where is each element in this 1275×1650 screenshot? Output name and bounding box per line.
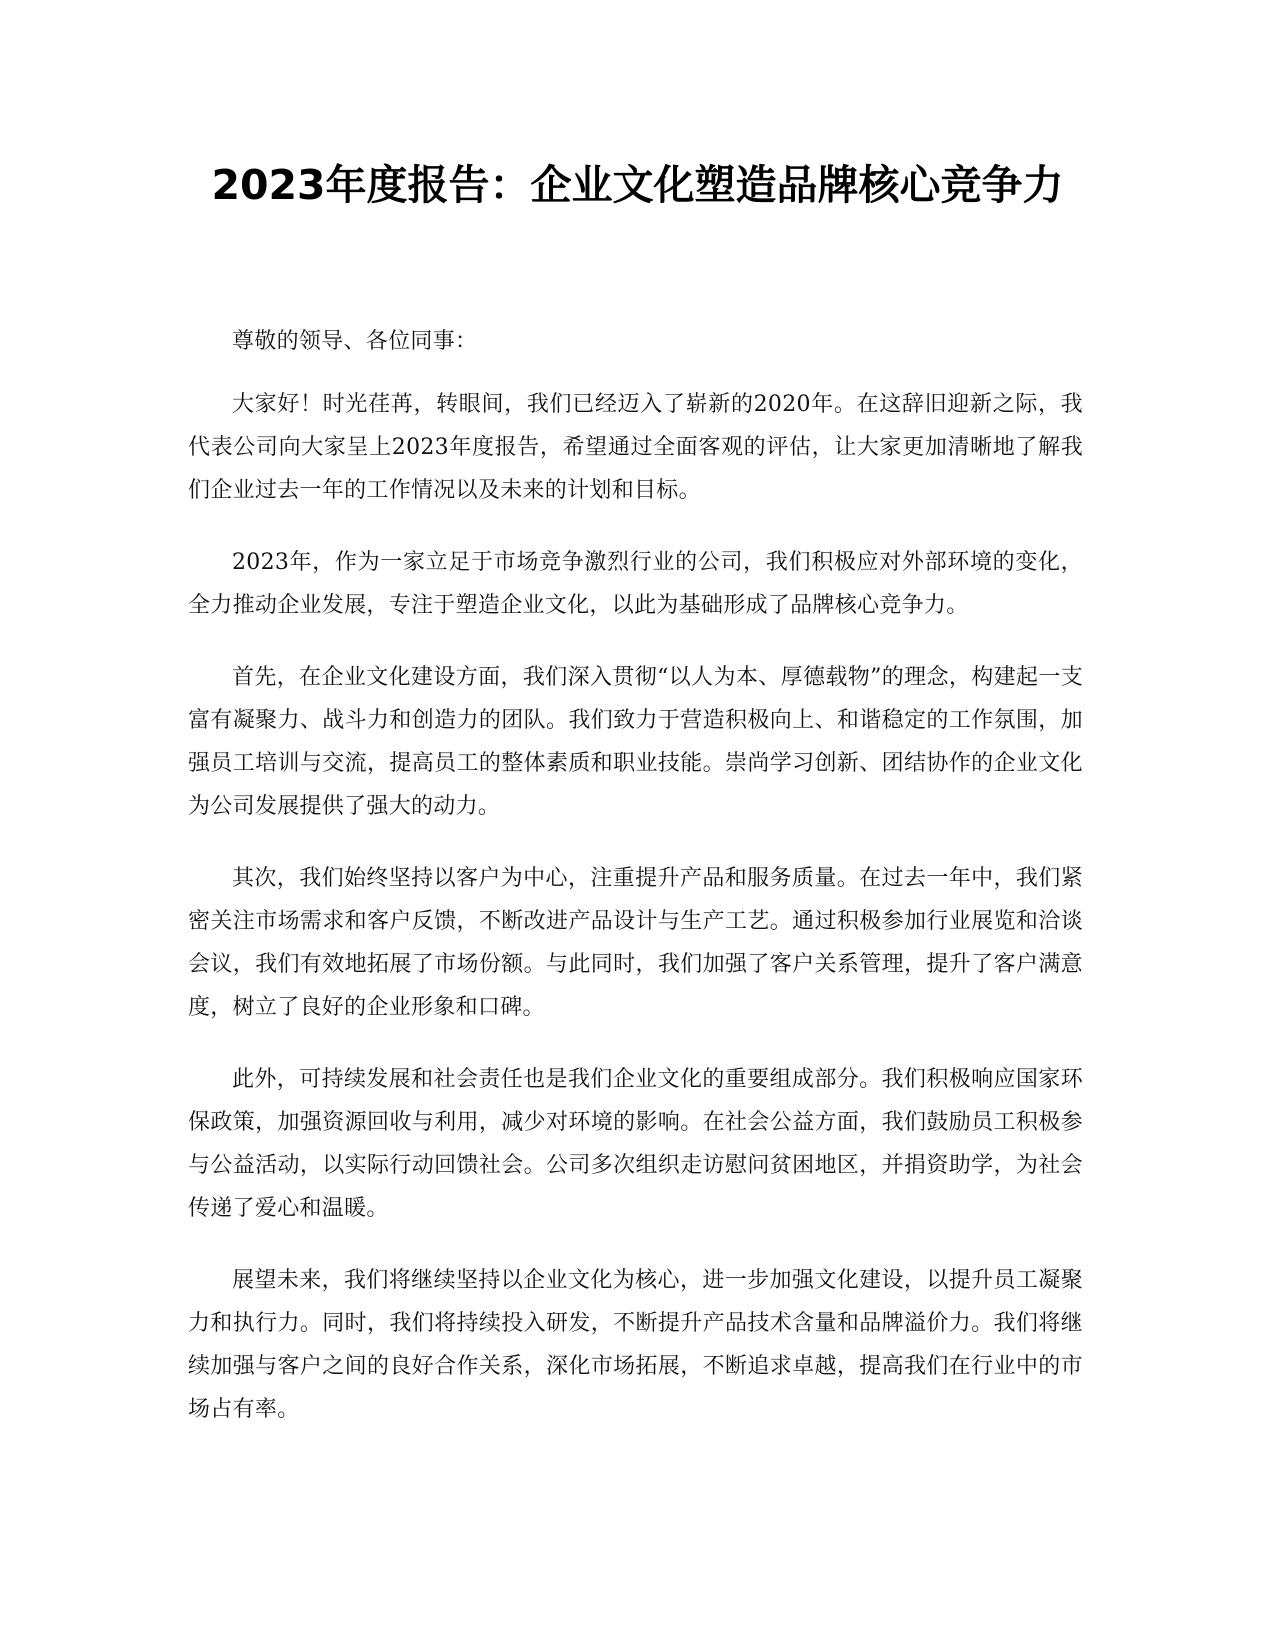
paragraph-responsibility: 此外，可持续发展和社会责任也是我们企业文化的重要组成部分。我们积极响应国家环保政策，加强资源回收与利用，减少对环境的影响。在社会公益方面，我们鼓励员工积极参与公益活动，以实际行动回馈社会。公司多次组织走访慰问贫困地区，并捐资助学，为社会传递了爱心和温暖。	[188, 1067, 1083, 1221]
paragraph-culture: 首先，在企业文化建设方面，我们深入贯彻“以人为本、厚德载物”的理念，构建起一支富有凝聚力、战斗力和创造力的团队。我们致力于营造积极向上、和谐稳定的工作氛围，加强员工培训与交流，提高员工的整体素质和职业技能。崇尚学习创新、团结协作的企业文化为公司发展提供了强大的动力。	[188, 665, 1083, 819]
document-body	[188, 320, 1083, 1460]
paragraph-outlook: 展望未来，我们将继续坚持以企业文化为核心，进一步加强文化建设，以提升员工凝聚力和执行力。同时，我们将持续投入研发，不断提升产品技术含量和品牌溢价力。我们将继续加强与客户之间的良好合作关系，深化市场拓展，不断追求卓越，提高我们在行业中的市场占有率。	[188, 1268, 1083, 1422]
paragraph-greeting: 大家好！时光荏苒，转眼间，我们已经迈入了崭新的2020年。在这辞旧迎新之际，我代表公司向大家呈上2023年度报告，希望通过全面客观的评估，让大家更加清晰地了解我们企业过去一年的工作情况以及未来的计划和目标。	[188, 392, 1083, 503]
paragraph-customers: 其次，我们始终坚持以客户为中心，注重提升产品和服务质量。在过去一年中，我们紧密关注市场需求和客户反馈，不断改进产品设计与生产工艺。通过积极参加行业展览和洽谈会议，我们有效地拓展了市场份额。与此同时，我们加强了客户关系管理，提升了客户满意度，树立了良好的企业形象和口碑。	[188, 866, 1083, 1020]
document-title: 2023年度报告：企业文化塑造品牌核心竞争力	[211, 161, 1064, 209]
salutation: 尊敬的领导、各位同事：	[232, 329, 478, 354]
paragraph-overview: 2023年，作为一家立足于市场竞争激烈行业的公司，我们积极应对外部环境的变化，全力推动企业发展，专注于塑造企业文化，以此为基础形成了品牌核心竞争力。	[188, 550, 1083, 618]
